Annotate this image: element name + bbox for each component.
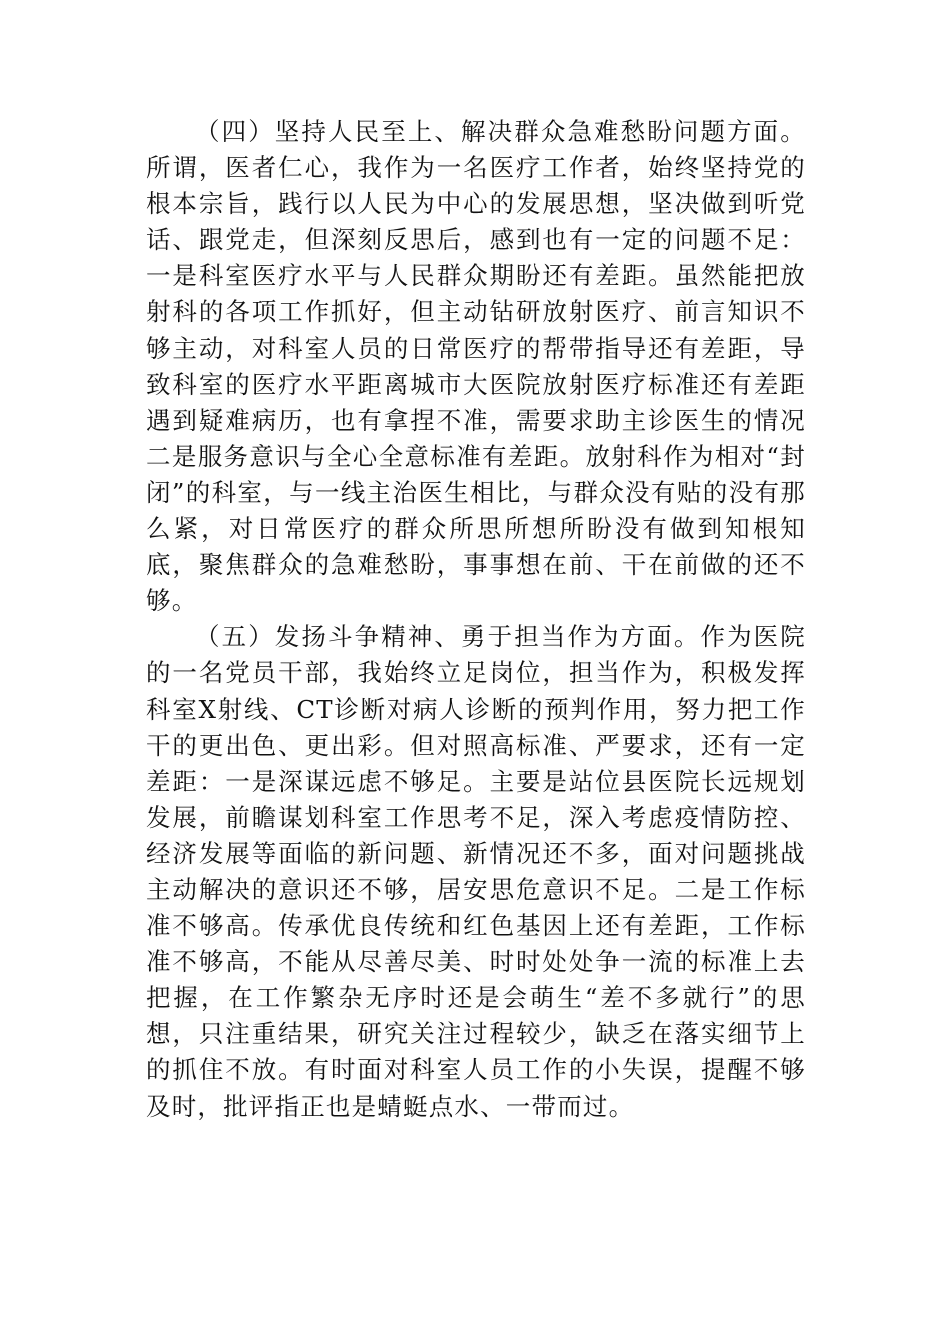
document-body (146, 114, 806, 1125)
paragraph-section-four: （四）坚持人民至上、解决群众急难愁盼问题方面。所谓，医者仁心，我作为一名医疗工作者，始终坚持党的根本宗旨，践行以人民为中心的发展思想，坚决做到听党话、跟党走，但深刻反思后，感到也有一定的问题不足：一是科室医疗水平与人民群众期盼还有差距。虽然能把放射科的各项工作抓好，但主动钻研放射医疗、前言知识不够主动，对科室人员的日常医疗的帮带指导还有差距，导致科室的医疗水平距离城市大医院放射医疗标准还有差距遇到疑难病历，也有拿捏不准，需要求助主诊医生的情况二是服务意识与全心全意标准有差距。放射科作为相对“封闭”的科室，与一线主治医生相比，与群众没有贴的没有那么紧，对日常医疗的群众所思所想所盼没有做到知根知底，聚焦群众的急难愁盼，事事想在前、干在前做的还不够。 (146, 117, 806, 616)
paragraph-section-five: （五）发扬斗争精神、勇于担当作为方面。作为医院的一名党员干部，我始终立足岗位，担当作为，积极发挥科室X射线、CT诊断对病人诊断的预判作用，努力把工作干的更出色、更出彩。但对照高标准、严要求，还有一定差距：一是深谋远虑不够足。主要是站位县医院长远规划发展，前瞻谋划科室工作思考不足，深入考虑疫情防控、经济发展等面临的新问题、新情况还不多，面对问题挑战主动解决的意识还不够，居安思危意识不足。二是工作标准不够高。传承优良传统和红色基因上还有差距，工作标准不够高，不能从尽善尽美、时时处处争一流的标准上去把握，在工作繁杂无序时还是会萌生“差不多就行”的思想，只注重结果，研究关注过程较少，缺乏在落实细节上的抓住不放。有时面对科室人员工作的小失误，提醒不够及时，批评指正也是蜻蜓点水、一带而过。 (146, 622, 806, 1121)
